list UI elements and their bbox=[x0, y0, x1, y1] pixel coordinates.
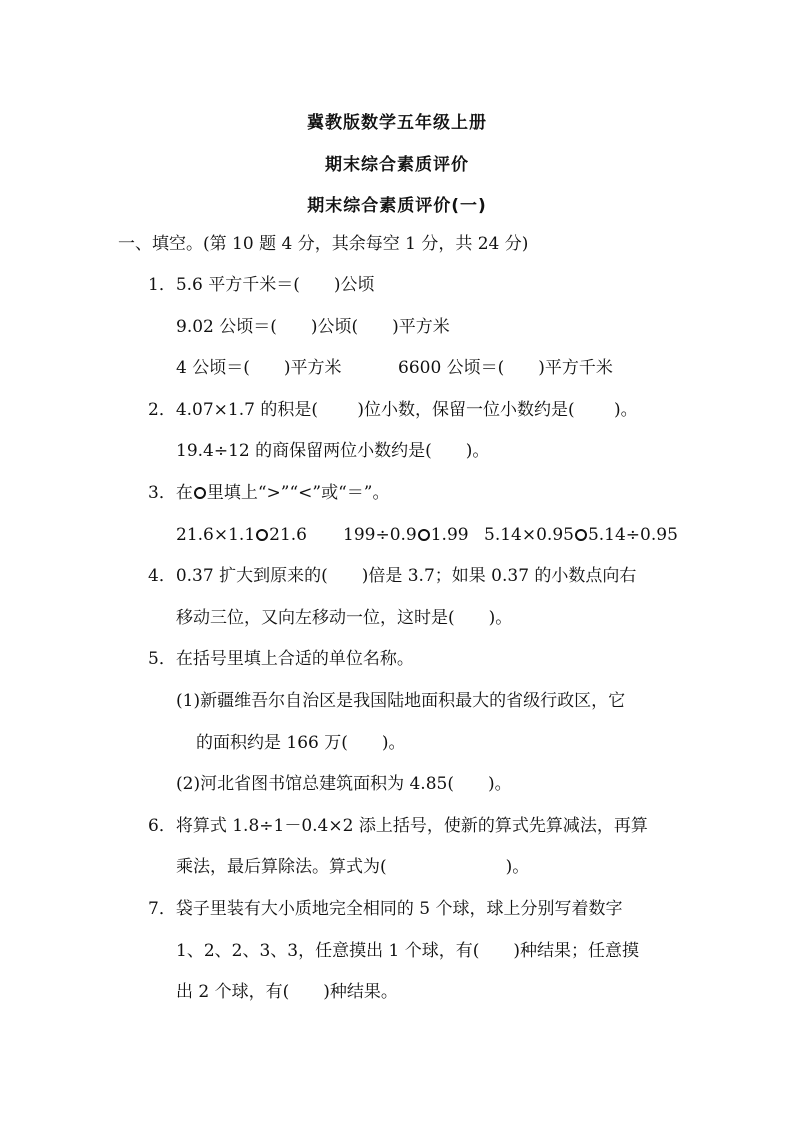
comparison-1-right: 21.6 bbox=[269, 525, 307, 545]
question-5-sub-1-line-1: (1)新疆维吾尔自治区是我国陆地面积最大的省级行政区，它 bbox=[176, 691, 626, 711]
question-5-line-1: 5．在括号里填上合适的单位名称。 bbox=[148, 649, 414, 669]
question-2-line-2: 19.4÷12 的商保留两位小数约是( )。 bbox=[176, 441, 490, 461]
document-title: 冀教版数学五年级上册 bbox=[307, 113, 487, 133]
circle-blank-icon bbox=[256, 529, 268, 541]
question-3-instruction: 里填上“>”“<”或“＝”。 bbox=[206, 483, 390, 503]
comparison-2-right: 1.99 bbox=[430, 525, 469, 545]
question-6-line-2: 乘法，最后算除法。算式为( )。 bbox=[176, 857, 530, 877]
question-2-line-1: 2．4.07×1.7 的积是( )位小数，保留一位小数约是( )。 bbox=[148, 400, 638, 420]
question-1-line-3a: 4 公顷＝( )平方米 bbox=[176, 358, 342, 378]
question-4-line-1: 4．0.37 扩大到原来的( )倍是 3.7；如果 0.37 的小数点向右 bbox=[148, 566, 637, 586]
question-5-sub-2: (2)河北省图书馆总建筑面积为 4.85( )。 bbox=[176, 774, 512, 794]
document-subtitle: 期末综合素质评价 bbox=[325, 155, 469, 175]
paper-title: 期末综合素质评价(一) bbox=[307, 196, 487, 216]
question-1-line-1: 1．5.6 平方千米＝( )公顷 bbox=[148, 275, 375, 295]
circle-blank-icon bbox=[418, 529, 430, 541]
question-7-line-3: 出 2 个球，有( )种结果。 bbox=[176, 982, 398, 1002]
comparison-3-right: 5.14÷0.95 bbox=[587, 525, 678, 545]
question-1-line-2: 9.02 公顷＝( )公顷( )平方米 bbox=[176, 317, 450, 337]
question-3-prefix: 3．在 bbox=[148, 483, 193, 503]
circle-blank-icon bbox=[575, 529, 587, 541]
comparison-3 bbox=[484, 523, 678, 547]
question-7-line-1: 7．袋子里装有大小质地完全相同的 5 个球，球上分别写着数字 bbox=[148, 899, 623, 919]
question-7-line-2: 1、2、2、3、3，任意摸出 1 个球，有( )种结果；任意摸 bbox=[176, 941, 639, 961]
section-heading: 一、填空。(第 10 题 4 分，其余每空 1 分，共 24 分) bbox=[118, 234, 529, 254]
comparison-1 bbox=[176, 523, 307, 547]
circle-blank-icon bbox=[194, 487, 206, 499]
comparison-2-left: 199÷0.9 bbox=[343, 525, 417, 545]
question-6-line-1: 6．将算式 1.8÷1－0.4×2 添上括号，使新的算式先算减法，再算 bbox=[148, 816, 648, 836]
comparison-3-left: 5.14×0.95 bbox=[484, 525, 574, 545]
comparison-1-left: 21.6×1.1 bbox=[176, 525, 256, 545]
question-1-line-3b: 6600 公顷＝( )平方千米 bbox=[398, 358, 613, 378]
question-4-line-2: 移动三位，又向左移动一位，这时是( )。 bbox=[176, 608, 513, 628]
comparison-2 bbox=[343, 523, 469, 547]
question-5-sub-1-line-2: 的面积约是 166 万( )。 bbox=[196, 733, 406, 753]
question-3-line-1 bbox=[148, 481, 389, 505]
